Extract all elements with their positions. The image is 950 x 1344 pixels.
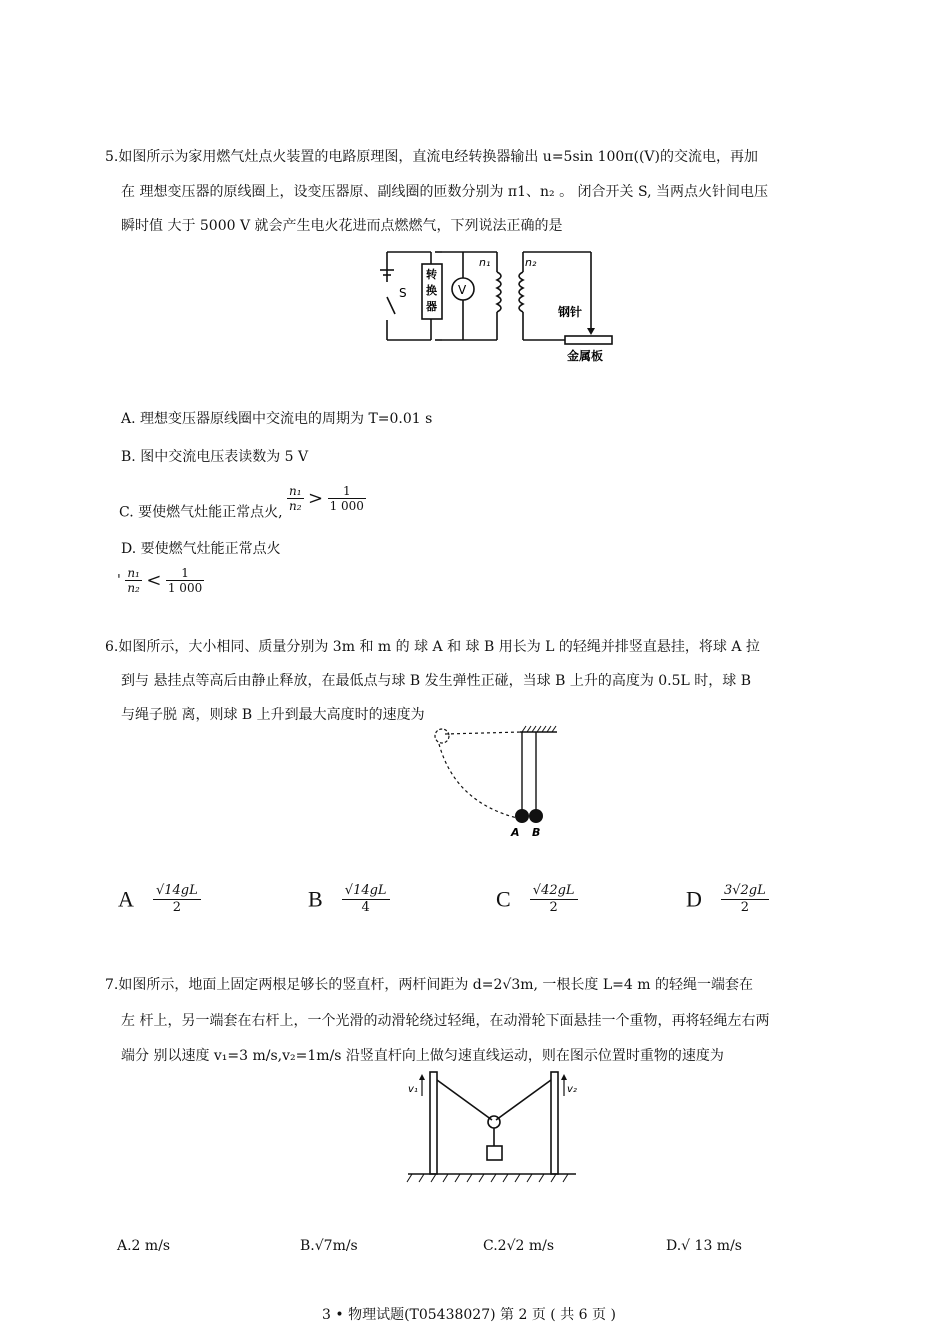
q5-option-d-prefix: ' [117, 572, 121, 589]
q5-option-c-ratio: $\frac{\text{n₁}}{\text{n₂}}$ [289, 484, 302, 513]
q7-stem-line3: 端分 别以速度 v₁=3 m/s,v₂=1m/s 沿竖直杆向上做匀速直线运动，则在图示位置时重物的速度为 [121, 1048, 724, 1064]
q6-option-b: B $\frac{√14gL}{4}$ [308, 883, 390, 916]
q5-option-d-value: $\frac{1}{1 000}$ [167, 566, 203, 595]
q5-voltmeter-label: V [458, 283, 467, 297]
q6-stem-line1: 6.如图所示，大小相同、质量分别为 3m 和 m 的 球 A 和 球 B 用长为 L 的轻绳并排竖直悬挂，将球 A 拉 [105, 639, 760, 655]
q7-pulley-figure [400, 1066, 580, 1192]
q5-n2-label: n₂ [525, 256, 537, 269]
q5-option-a: A. 理想变压器原线圈中交流电的周期为 T=0.01 s [121, 411, 433, 427]
q7-option-b: B.√7m/s [300, 1238, 358, 1254]
q5-option-d-ratio: $\frac{\text{n₁}}{\text{n₂}}$ [127, 566, 140, 595]
q7-stem-line2: 左 杆上，另一端套在右杆上，一个光滑的动滑轮绕过轻绳，在动滑轮下面悬挂一个重物，再将轻绳左右两 [121, 1013, 770, 1029]
q5-option-c-sign: > [308, 488, 324, 509]
q6-option-d-value: $\frac{3√2gL}{2}$ [721, 883, 769, 916]
q7-stem-line1: 7.如图所示，地面上固定两根足够长的竖直杆，两杆间距为 d=2√3m, 一根长度 L=4 m 的轻绳一端套在 [105, 977, 753, 993]
q6-stem-line2: 到与 悬挂点等高后由静止释放，在最低点与球 B 发生弹性正碰，当球 B 上升的高度为 0.5L 时，球 B [121, 673, 752, 689]
q5-option-d-condition [117, 566, 204, 595]
q5-n1-label: n₁ [479, 256, 491, 269]
q5-needle-label: 钢针 [558, 305, 583, 319]
q5-option-d-sign: < [146, 570, 162, 591]
q7-v2-label: v₂ [567, 1084, 577, 1095]
q5-converter-char2: 换 [426, 284, 437, 297]
q5-option-c-text: C. 要使燃气灶能正常点火, [119, 504, 283, 521]
q5-converter-char3: 器 [426, 300, 437, 313]
q7-option-d: D.√ 13 m/s [666, 1238, 742, 1254]
q6-stem-line3: 与绳子脱 离，则球 B 上升到最大高度时的速度为 [121, 707, 425, 723]
q5-option-d: D. 要使燃气灶能正常点火 [121, 541, 281, 557]
q6-ball-b-label: B [532, 826, 541, 839]
q5-stem-line1: 5.如图所示为家用燃气灶点火装置的电路原理图，直流电经转换器输出 u=5sin 100π((V)的交流电，再加 [105, 149, 759, 165]
q5-stem-line3: 瞬时值 大于 5000 V 就会产生电火花进而点燃燃气，下列说法正确的是 [121, 218, 563, 234]
q6-option-c: C $\frac{√42gL}{2}$ [496, 883, 578, 916]
q6-option-a: A $\frac{√14gL}{2}$ [118, 883, 201, 916]
q5-option-c-value: $\frac{1}{1 000}$ [329, 484, 364, 513]
q7-option-a: A.2 m/s [117, 1238, 171, 1254]
q5-converter-char1: 转 [426, 268, 437, 281]
q6-option-b-value: $\frac{√14gL}{4}$ [342, 883, 390, 916]
page-footer: 3 • 物理试题(T05438027) 第 2 页 ( 共 6 页 ) [322, 1307, 616, 1323]
q5-option-b: B. 图中交流电压表读数为 5 V [121, 449, 309, 465]
q6-pendulum-figure [425, 722, 565, 842]
q5-stem-line2: 在 理想变压器的原线圈上，设变压器原、副线圈的匝数分别为 π1、n₂ 。 闭合开关 S, 当两点火针间电压 [121, 184, 768, 200]
q5-option-c [119, 484, 366, 522]
q6-option-a-value: $\frac{√14gL}{2}$ [153, 883, 201, 916]
q6-option-d: D $\frac{3√2gL}{2}$ [686, 883, 769, 916]
q7-option-c: C.2√2 m/s [483, 1238, 555, 1254]
q5-circuit-figure [375, 242, 620, 364]
q5-plate-label: 金属板 [567, 349, 604, 363]
q7-v1-label: v₁ [408, 1084, 418, 1095]
q6-ball-a-label: A [511, 826, 520, 839]
q5-switch-label: S [399, 286, 407, 300]
q6-option-c-value: $\frac{√42gL}{2}$ [530, 883, 578, 916]
